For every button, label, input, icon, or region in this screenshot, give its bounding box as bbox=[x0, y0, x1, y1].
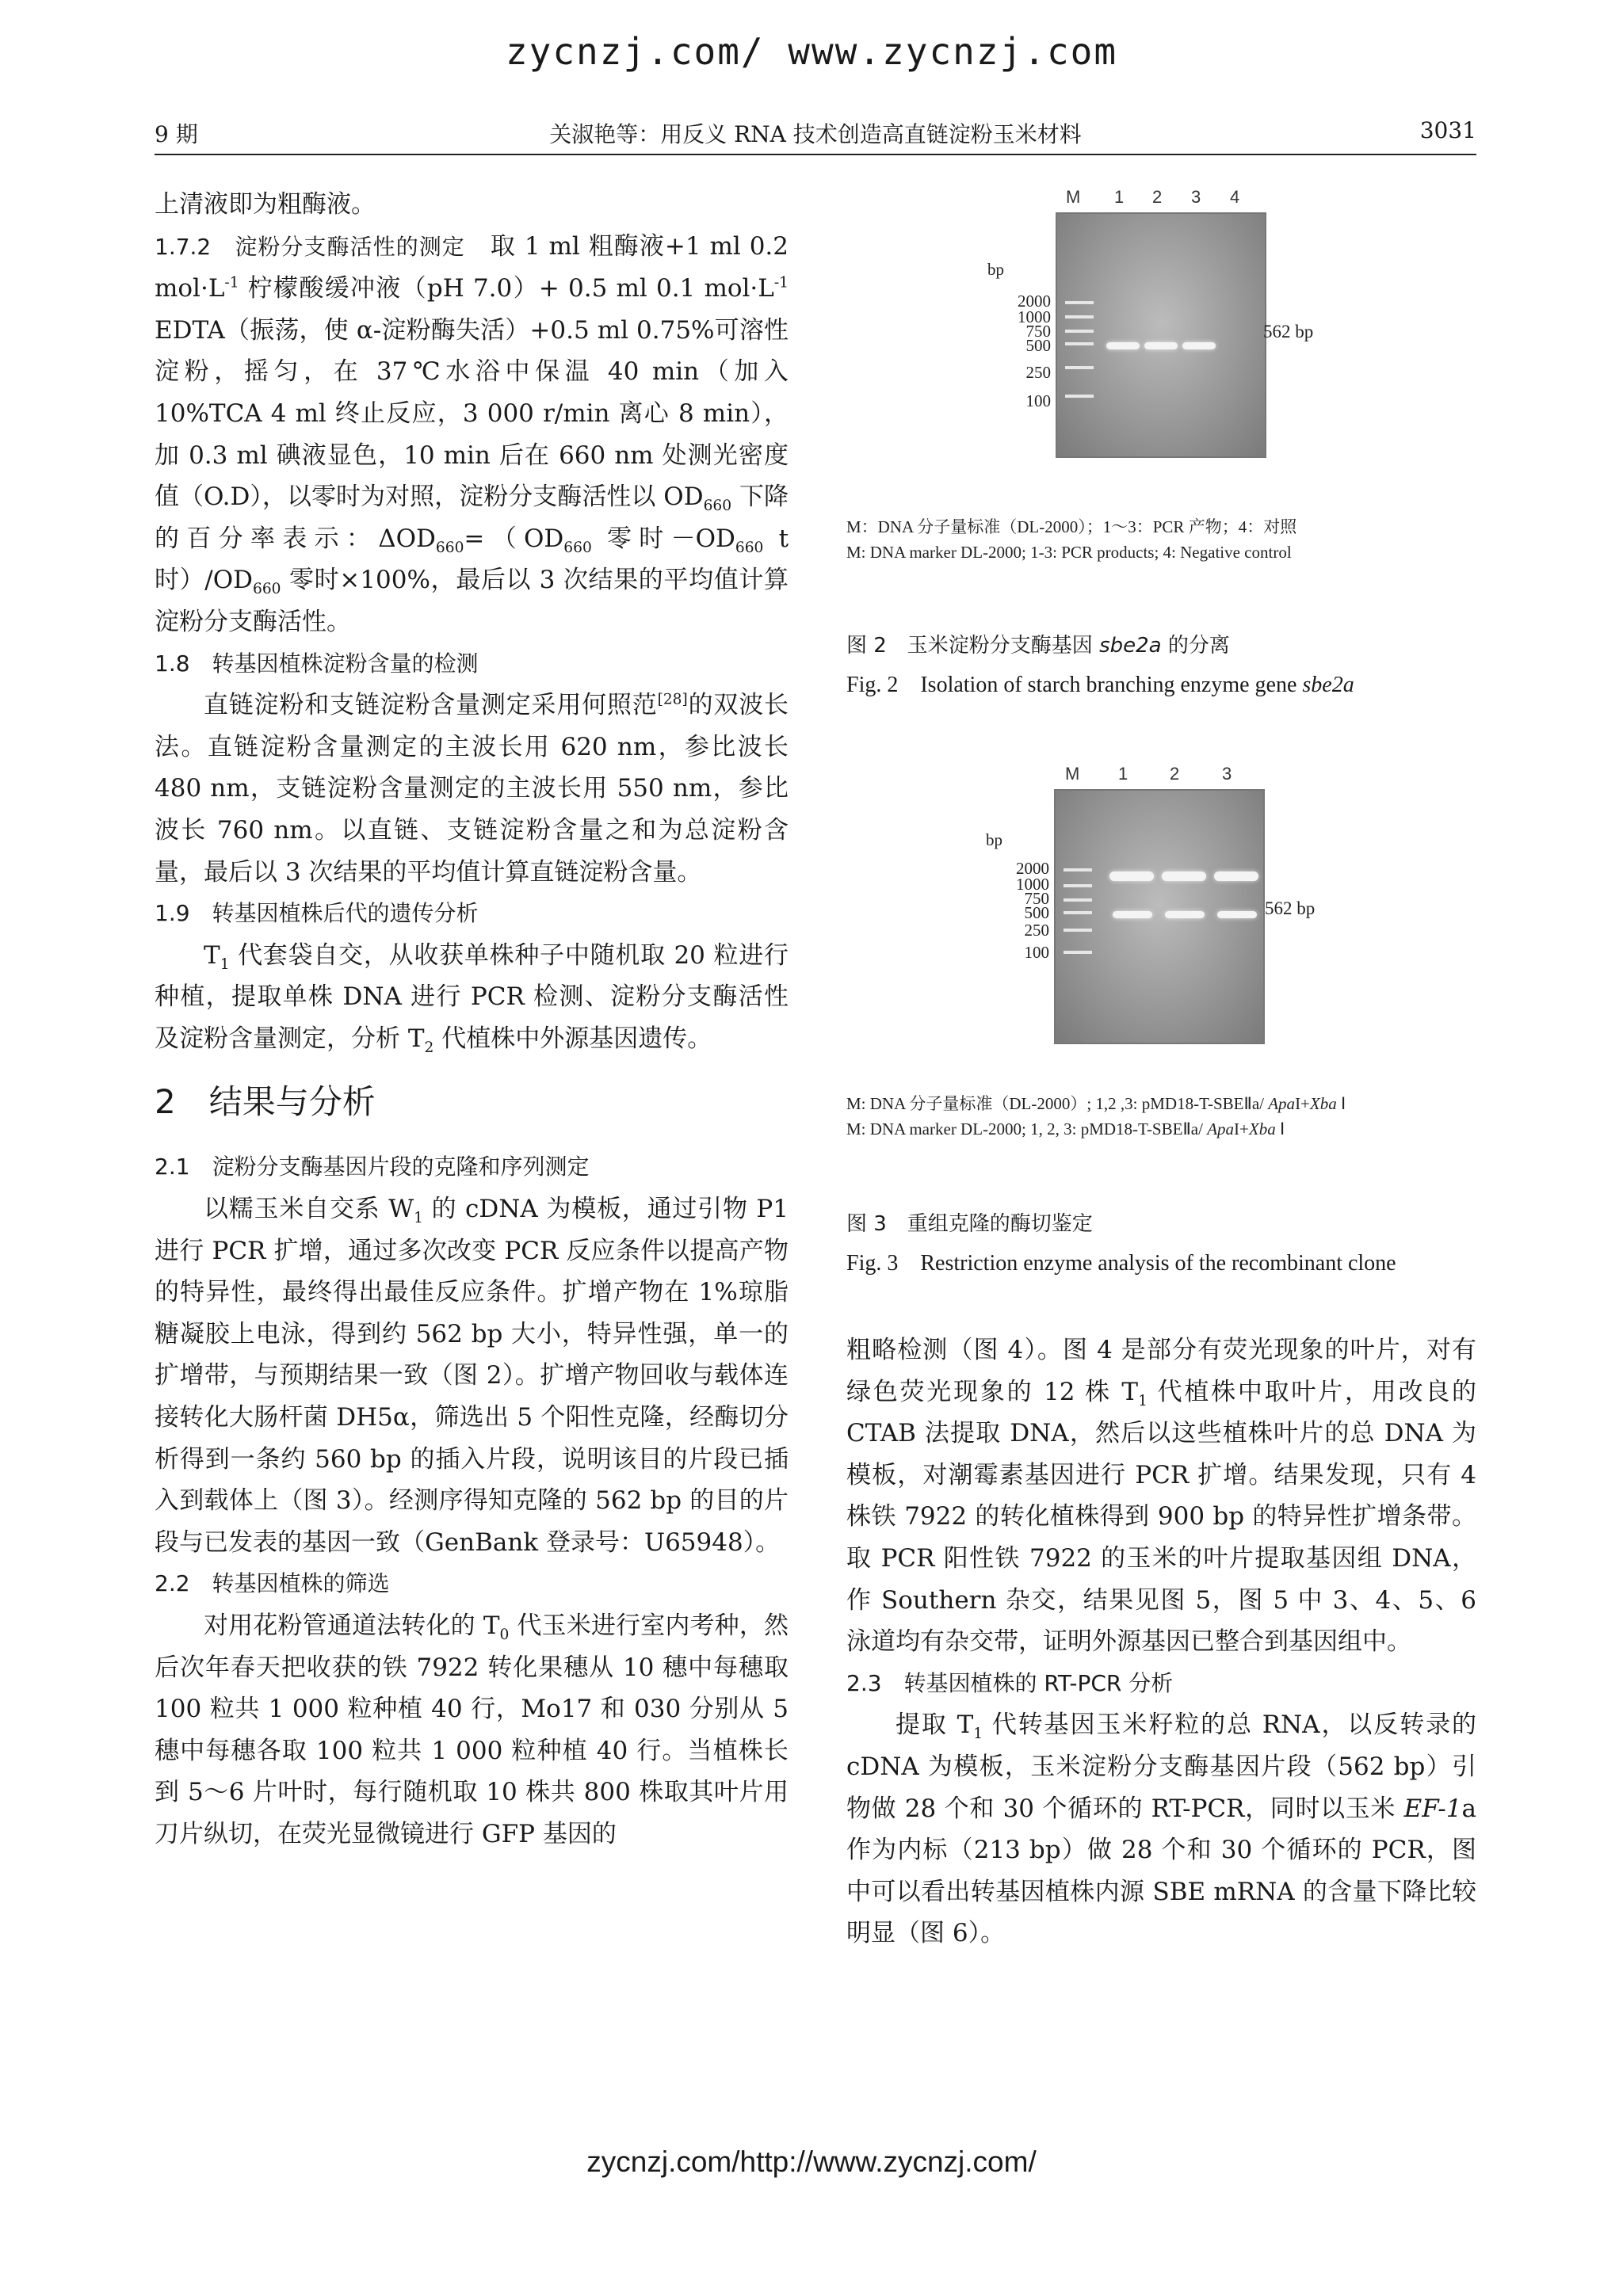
vector-band bbox=[1109, 871, 1154, 881]
paragraph-2-1: 以糯玉米自交系 $W_1$ 的 cDNA 为模板，通过引物 P1 进行 PCR 扩增，通过多次改变 PCR 反应条件以提高产物的特异性，最终得出最佳反应条件。扩增产物在 1%琼脂糖凝胶上电泳，得到约 562 bp 大小，特异性强，单一的扩增带，与预期结果一致（图 2）。扩增产物回收与载体连接转化大肠杆菌 DH5α，筛选出 5 个阳性克隆，经酶切分析得到一条约 560 bp 的插入片段，说明该目的片段已插入到载体上（图 3）。经测序得知克隆的 562 bp 的目的片段与已发表的基因一致（GenBank 登录号：U65948）。 bbox=[155, 1195, 789, 1557]
figure-3 bbox=[846, 759, 1476, 1298]
lane-label: M bbox=[1066, 187, 1081, 207]
watermark-bottom: zycnzj.com/http://www.zycnzj.com/ bbox=[586, 2145, 1037, 2178]
fig3-title-en: Fig. 3 Restriction enzyme analysis of the recombinant clone bbox=[846, 1251, 1396, 1276]
vector-band bbox=[1162, 871, 1206, 881]
lane-label: 1 bbox=[1114, 187, 1125, 207]
ladder-label: 2000 bbox=[1018, 292, 1051, 311]
insert-band bbox=[1113, 911, 1152, 918]
band-size-label: 562 bp bbox=[1265, 898, 1316, 918]
paragraph: 上清液即为粗酶液。 bbox=[155, 190, 376, 219]
bp-unit: bp bbox=[986, 830, 1002, 849]
page-number: 3031 bbox=[1419, 117, 1476, 143]
ladder-label: 750 bbox=[1025, 322, 1051, 341]
fig2-title-zh: 图 2 玉米淀粉分支酶基因 sbe2a 的分离 bbox=[846, 634, 1230, 658]
section-heading-1-8: 1.8 转基因植株淀粉含量的检测 bbox=[155, 650, 479, 677]
lane-label: 3 bbox=[1191, 187, 1201, 207]
section-heading-1-7-2: 1.7.2 淀粉分支酶活性的测定 bbox=[155, 233, 465, 260]
pcr-band bbox=[1182, 342, 1216, 349]
gel-image bbox=[1056, 212, 1266, 458]
lane-label: 3 bbox=[1222, 764, 1232, 784]
paragraph-2-2-cont: 粗略检测（图 4）。图 4 是部分有荧光现象的叶片，对有绿色荧光现象的 12 株 $T_1$ 代植株中取叶片，用改良的 CTAB 法提取 DNA，然后以这些植株叶片的总 DNA 为模板，对潮霉素基因进行 PCR 扩增。结果发现，只有 4 株铁 7922 的转化植株得到 900 bp 的特异性扩增条带。取 PCR 阳性铁 7922 的玉米的叶片提取基因组 DNA，作 Southern 杂交，结果见图 5，图 5 中 3、4、5、6 泳道均有杂交带，证明外源基因已整合到基因组中。 bbox=[846, 1336, 1476, 1657]
running-header bbox=[155, 117, 1476, 155]
fig3-title-zh: 图 3 重组克隆的酶切鉴定 bbox=[846, 1212, 1093, 1236]
pcr-band bbox=[1144, 342, 1178, 349]
ladder-label: 250 bbox=[1024, 921, 1049, 940]
right-column bbox=[846, 1329, 1476, 1955]
lane-label: 2 bbox=[1152, 187, 1163, 207]
running-title: 关淑艳等：用反义 RNA 技术创造高直链淀粉玉米材料 bbox=[549, 121, 1082, 147]
ladder-label: 100 bbox=[1025, 391, 1051, 410]
fig2-title-en: Fig. 2 Isolation of starch branching enzyme gene sbe2a bbox=[846, 673, 1354, 697]
insert-band bbox=[1217, 911, 1257, 918]
ladder-label: 100 bbox=[1024, 943, 1049, 962]
bp-unit: bp bbox=[987, 260, 1004, 279]
band-size-label: 562 bp bbox=[1263, 322, 1314, 341]
section-heading-1-9: 1.9 转基因植株后代的遗传分析 bbox=[155, 900, 479, 927]
ladder-label: 2000 bbox=[1016, 859, 1049, 878]
fig3-legend-zh: M: DNA 分子量标准（DL-2000）; 1,2 ,3: pMD18-T-SBEⅡa/ ApaI+Xba Ⅰ bbox=[846, 1094, 1346, 1113]
figure-2 bbox=[846, 182, 1476, 705]
vector-band bbox=[1214, 871, 1258, 881]
ladder-label: 500 bbox=[1024, 903, 1049, 922]
fig2-legend-en: M: DNA marker DL-2000; 1-3: PCR products; 4: Negative control bbox=[846, 543, 1292, 562]
left-column bbox=[155, 184, 789, 1855]
paragraph-1-7-2: 1.7.2 淀粉分支酶活性的测定 取 1 ml 粗酶液+1 ml 0.2 $mol\cdot L^{-1}$ 柠檬酸缓冲液（pH 7.0）+ 0.5 ml 0.1 $mol\cdot L^{-1}$ EDTA（振荡，使 α-淀粉酶失活）+0.5 ml 0.75%可溶性淀粉，摇匀，在 37℃水浴中保温 40 min（加入 10%TCA 4 ml 终止反应，3 000 r/min 离心 8 min），加 0.3 ml 碘液显色，10 min 后在 660 nm 处测光密度值（O.D），以零时为对照，淀粉分支酶活性以 $OD_{660}$ 下降的百分率表示：$\Delta OD_{660}=(OD_{660}$ 零时$-OD_{660}$ t 时）$/OD_{660}$ 零时×100%，最后以 3 次结果的平均值计算淀粉分支酶活性。 bbox=[155, 231, 789, 636]
lane-label: 4 bbox=[1230, 187, 1240, 207]
paragraph-1-8: 直链淀粉和支链淀粉含量测定采用何照范[28]的双波长法。直链淀粉含量测定的主波长用 620 nm，参比波长 480 nm，支链淀粉含量测定的主波长用 550 nm，参比波长 760 nm。以直链、支链淀粉含量之和为总淀粉含量，最后以 3 次结果的平均值计算直链淀粉含量。 bbox=[155, 691, 789, 887]
section-heading-2-2: 2.2 转基因植株的筛选 bbox=[155, 1570, 390, 1597]
ladder-label: 1000 bbox=[1018, 307, 1051, 326]
ladder-label: 1000 bbox=[1016, 875, 1049, 894]
ladder-label: 500 bbox=[1025, 336, 1051, 355]
paragraph-2-3: 提取 $T_1$ 代转基因玉米籽粒的总 RNA，以反转录的 cDNA 为模板，玉米淀粉分支酶基因片段（562 bp）引物做 28 个和 30 个循环的 RT-PCR，同时以玉米 EF-1a 作为内标（213 bp）做 28 个和 30 个循环的 PCR，图中可以看出转基因植株内源 SBE mRNA 的含量下降比较明显（图 6）。 bbox=[846, 1711, 1477, 1948]
ladder-label: 750 bbox=[1024, 889, 1049, 908]
pcr-band bbox=[1106, 342, 1140, 349]
section-heading-2: 2 结果与分析 bbox=[155, 1082, 376, 1122]
section-heading-2-3: 2.3 转基因植株的 RT-PCR 分析 bbox=[846, 1669, 1174, 1696]
issue-number: 9 期 bbox=[155, 121, 198, 147]
lane-label: 2 bbox=[1170, 764, 1180, 784]
watermark-top: zycnzj.com/ www.zycnzj.com bbox=[505, 30, 1118, 73]
lane-label: 1 bbox=[1118, 764, 1128, 784]
section-heading-2-1: 2.1 淀粉分支酶基因片段的克隆和序列测定 bbox=[155, 1154, 590, 1180]
fig2-legend-zh: M：DNA 分子量标准（DL-2000）；1～3：PCR 产物；4：对照 bbox=[846, 517, 1297, 536]
gel-image bbox=[1054, 789, 1265, 1044]
lane-label: M bbox=[1065, 764, 1080, 784]
ladder-label: 250 bbox=[1025, 363, 1051, 382]
paragraph-1-9: $T_1$ 代套袋自交，从收获单株种子中随机取 20 粒进行种植，提取单株 DNA 进行 PCR 检测、淀粉分支酶活性及淀粉含量测定，分析 $T_2$ 代植株中外源基因遗传。 bbox=[155, 940, 789, 1057]
fig3-legend-en: M: DNA marker DL-2000; 1, 2, 3: pMD18-T-SBEⅡa/ ApaI+Xba Ⅰ bbox=[846, 1119, 1285, 1138]
paragraph-2-2: 对用花粉管通道法转化的 $T_0$ 代玉米进行室内考种，然后次年春天把收获的铁 7922 转化果穗从 10 穗中每穗取 100 粒共 1 000 粒种植 40 行，Mo17 和 030 分别从 5 穗中每穗各取 100 粒共 1 000 粒种植 40 行。当植株长到 5～6 片叶时，每行随机取 10 株共 800 株取其叶片用刀片纵切，在荧光显微镜进行 GFP 基因的 bbox=[155, 1611, 789, 1848]
insert-band bbox=[1165, 911, 1205, 918]
